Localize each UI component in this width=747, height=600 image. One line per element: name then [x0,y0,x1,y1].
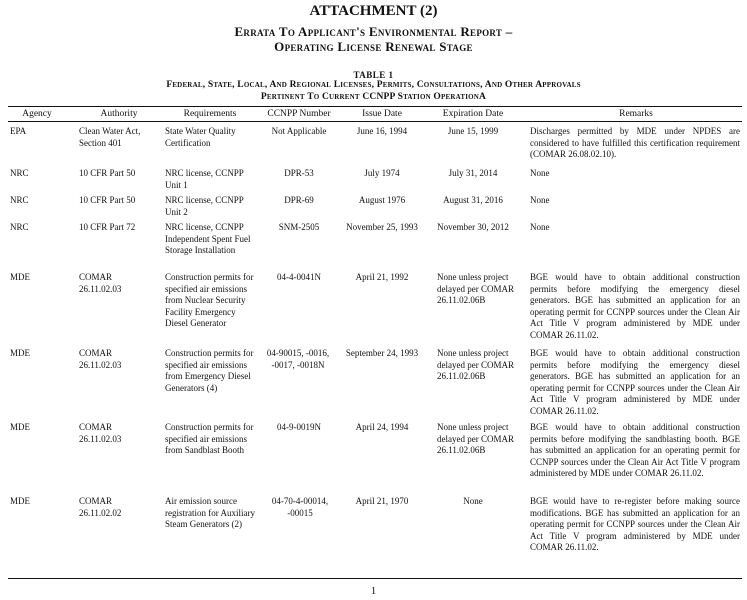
cell-issue-date: April 24, 1994 [355,422,409,432]
table-header-rule [8,121,742,122]
table-caption-line1: Federal, State, Local, And Regional Licenses, Permits, Consultations, And Other Approvals [166,80,581,90]
header-remarks: Remarks [619,109,653,119]
header-ccnpp-number: CCNPP Number [267,109,331,119]
cell-requirements: NRC license, CCNPP Unit 1 [165,168,244,190]
cell-expiration-date: None [463,496,483,506]
cell-remarks: BGE would have to obtain additional construction permits before modifying the sandblasting booth. BGE has submitted an application for an operating permit for CCNPP sources under the Clean Air Act Title V program administered by MDE under COMAR 26.11.02. [530,422,740,478]
cell-issue-date: June 16, 1994 [356,126,408,136]
cell-requirements: Construction permits for specified air emissions from Emergency Diesel Generators (4) [165,348,254,393]
cell-requirements: NRC license, CCNPP Unit 2 [165,195,244,217]
header-issue-date: Issue Date [362,109,402,119]
cell-agency: MDE [10,422,30,432]
cell-agency: MDE [10,272,30,282]
cell-authority: COMAR 26.11.02.03 [79,348,122,370]
cell-ccnpp-number: 04-4-0041N [277,272,321,282]
cell-agency: NRC [10,222,29,232]
cell-ccnpp-number: 04-70-4-00014, -00015 [271,496,329,518]
cell-expiration-date: July 31, 2014 [448,168,498,178]
cell-authority: 10 CFR Part 50 [79,195,136,205]
cell-agency: NRC [10,195,29,205]
cell-requirements: Air emission source registration for Auxiliary Steam Generators (2) [165,496,255,529]
cell-requirements: NRC license, CCNPP Independent Spent Fuel Storage Installation [165,222,251,255]
cell-agency: EPA [10,126,27,136]
cell-ccnpp-number: SNM-2505 [278,222,320,232]
table-top-rule [8,106,742,107]
document-title-line1: Errata To Applicant's Environmental Report – [234,24,513,39]
cell-expiration-date: November 30, 2012 [437,222,509,232]
table-label: TABLE 1 [353,70,394,80]
cell-ccnpp-number: 04-90015, -0016, -0017, -0018N [266,348,330,370]
cell-expiration-date: June 15, 1999 [447,126,499,136]
attachment-heading: ATTACHMENT (2) [309,3,438,19]
cell-agency: NRC [10,168,29,178]
cell-issue-date: November 25, 1993 [346,222,418,232]
cell-remarks: BGE would have to obtain additional construction permits before modifying the emergency diesel generators. BGE has submitted an application for an operating permit for CCNPP sources under the Clean Air Act Title V program administered by MDE under COMAR 26.11.02. [530,348,740,416]
header-agency: Agency [22,109,52,119]
cell-requirements: Construction permits for specified air emissions from Sandblast Booth [165,422,254,455]
cell-authority: Clean Water Act, Section 401 [79,126,141,148]
document-title-line2: Operating License Renewal Stage [274,39,473,54]
table-bottom-rule [8,578,742,579]
cell-remarks: BGE would have to re-register before making source modifications. BGE has submitted an application for an operating permit for CCNPP sources under the Clean Air Act Title V program administered by MDE under COMAR 26.11.02. [530,496,740,552]
cell-authority: COMAR 26.11.02.03 [79,272,122,294]
cell-remarks: BGE would have to obtain additional construction permits before modifying the emergency diesel generators. BGE has submitted an application for an operating permit for CCNPP sources under the Clean Air Act Title V program administered by MDE under COMAR 26.11.02. [530,272,740,340]
header-authority: Authority [100,109,138,119]
cell-remarks: Discharges permitted by MDE under NPDES are considered to have fulfilled this certification requirement (COMAR 26.08.02.10). [530,126,740,159]
cell-authority: 10 CFR Part 50 [79,168,136,178]
cell-issue-date: September 24, 1993 [345,348,419,358]
cell-authority: COMAR 26.11.02.02 [79,496,122,518]
cell-ccnpp-number: Not Applicable [271,126,327,136]
header-expiration-date: Expiration Date [442,109,504,119]
cell-expiration-date: None unless project delayed per COMAR 26.11.02.06B [437,272,514,305]
cell-agency: MDE [10,496,30,506]
cell-ccnpp-number: DPR-53 [284,168,314,178]
cell-ccnpp-number: DPR-69 [284,195,314,205]
cell-remarks: None [530,195,550,205]
cell-ccnpp-number: 04-9-0019N [277,422,321,432]
cell-remarks: None [530,168,550,178]
header-requirements: Requirements [183,109,237,119]
page-number: 1 [370,585,377,597]
cell-expiration-date: None unless project delayed per COMAR 26.11.02.06B [437,422,514,455]
cell-issue-date: April 21, 1992 [355,272,409,282]
cell-requirements: State Water Quality Certification [165,126,236,148]
cell-authority: COMAR 26.11.02.03 [79,422,122,444]
cell-issue-date: August 1976 [358,195,406,205]
cell-remarks: None [530,222,550,232]
cell-expiration-date: August 31, 2016 [443,195,503,205]
cell-requirements: Construction permits for specified air emissions from Nuclear Security Facility Emergency Diesel Generator [165,272,254,328]
cell-issue-date: July 1974 [364,168,400,178]
table-caption-line2: Pertinent To Current CCNPP Station OperationA [260,92,487,102]
cell-issue-date: April 21, 1970 [355,496,409,506]
cell-agency: MDE [10,348,30,358]
cell-expiration-date: None unless project delayed per COMAR 26.11.02.06B [437,348,514,381]
cell-authority: 10 CFR Part 72 [79,222,136,232]
